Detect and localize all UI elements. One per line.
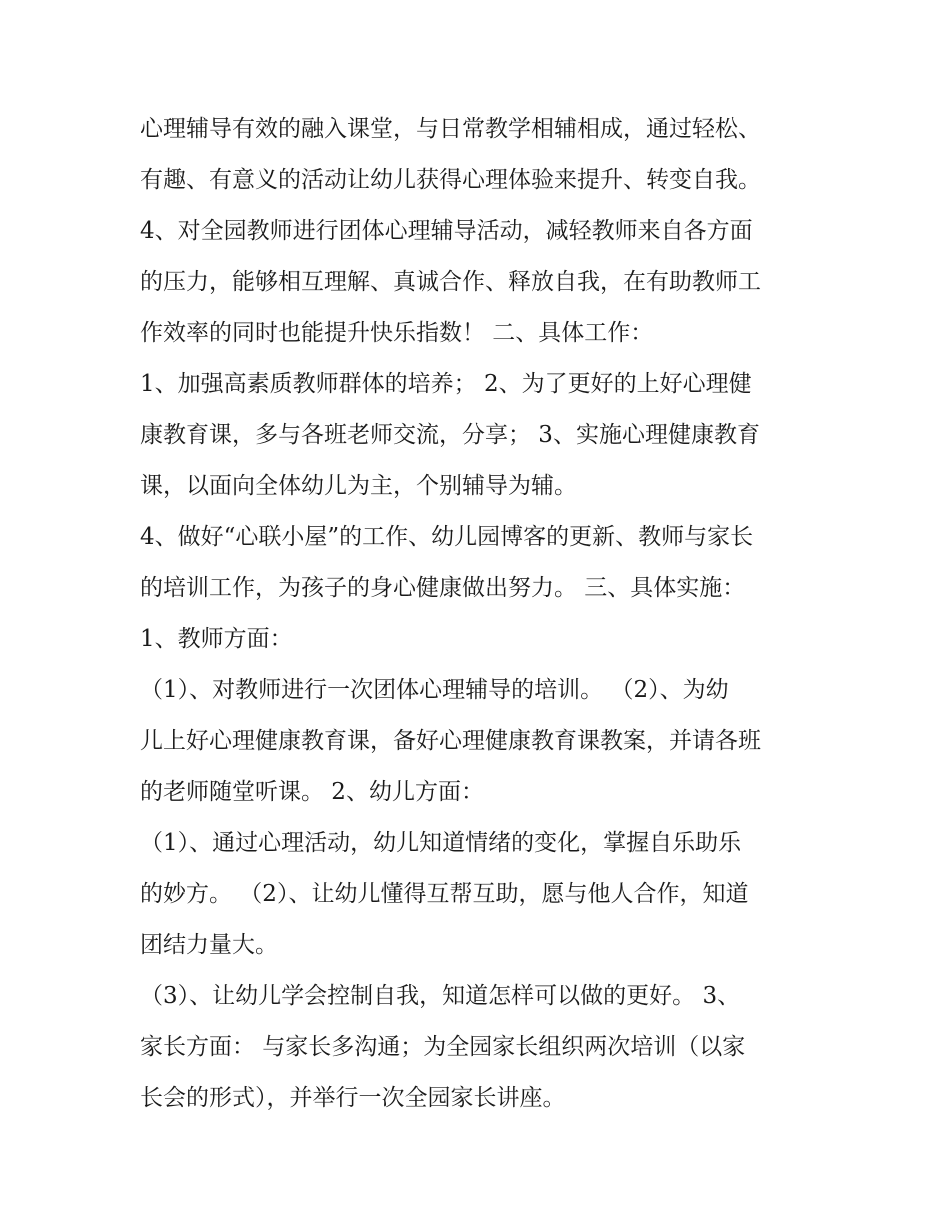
- text-line: 的培训工作，为孩子的身心健康做出努力。 三、具体实施：: [140, 575, 746, 601]
- text-line: （1）、通过心理活动，幼儿知道情绪的变化，掌握自乐助乐: [140, 830, 742, 856]
- text-line: 1、教师方面：: [140, 626, 293, 652]
- text-line: 心理辅导有效的融入课堂，与日常教学相辅相成，通过轻松、: [140, 116, 761, 142]
- text-line: 课，以面向全体幼儿为主，个别辅导为辅。: [140, 473, 577, 499]
- text-line: 4、对全园教师进行团体心理辅导活动，减轻教师来自各方面: [140, 218, 753, 244]
- text-line: 有趣、有意义的活动让幼儿获得心理体验来提升、转变自我。: [140, 167, 761, 193]
- text-line: 的压力，能够相互理解、真诚合作、释放自我，在有助教师工: [140, 269, 761, 295]
- text-line: 康教育课，多与各班老师交流，分享； 3、实施心理健康教育: [140, 422, 760, 448]
- text-line: 的老师随堂听课。 2、幼儿方面：: [140, 779, 484, 805]
- text-line: 家长方面： 与家长多沟通；为全园家长组织两次培训（以家: [140, 1034, 746, 1060]
- text-line: 作效率的同时也能提升快乐指数！ 二、具体工作：: [140, 320, 654, 346]
- text-line: 儿上好心理健康教育课，备好心理健康教育课教案，并请各班: [140, 728, 761, 754]
- text-line: （1）、对教师进行一次团体心理辅导的培训。 （2）、为幼: [140, 677, 729, 703]
- text-line: 长会的形式），并举行一次全园家长讲座。: [140, 1085, 566, 1111]
- body-text: [140, 104, 830, 1124]
- text-line: （3）、让幼儿学会控制自我，知道怎样可以做的更好。 3、: [140, 983, 741, 1009]
- text-line: 团结力量大。: [140, 932, 278, 958]
- text-line: 的妙方。 （2）、让幼儿懂得互帮互助，愿与他人合作，知道: [140, 881, 749, 907]
- text-line: 4、做好“心联小屋”的工作、幼儿园博客的更新、教师与家长: [140, 524, 754, 550]
- text-line: 1、加强高素质教师群体的培养； 2、为了更好的上好心理健: [140, 371, 752, 397]
